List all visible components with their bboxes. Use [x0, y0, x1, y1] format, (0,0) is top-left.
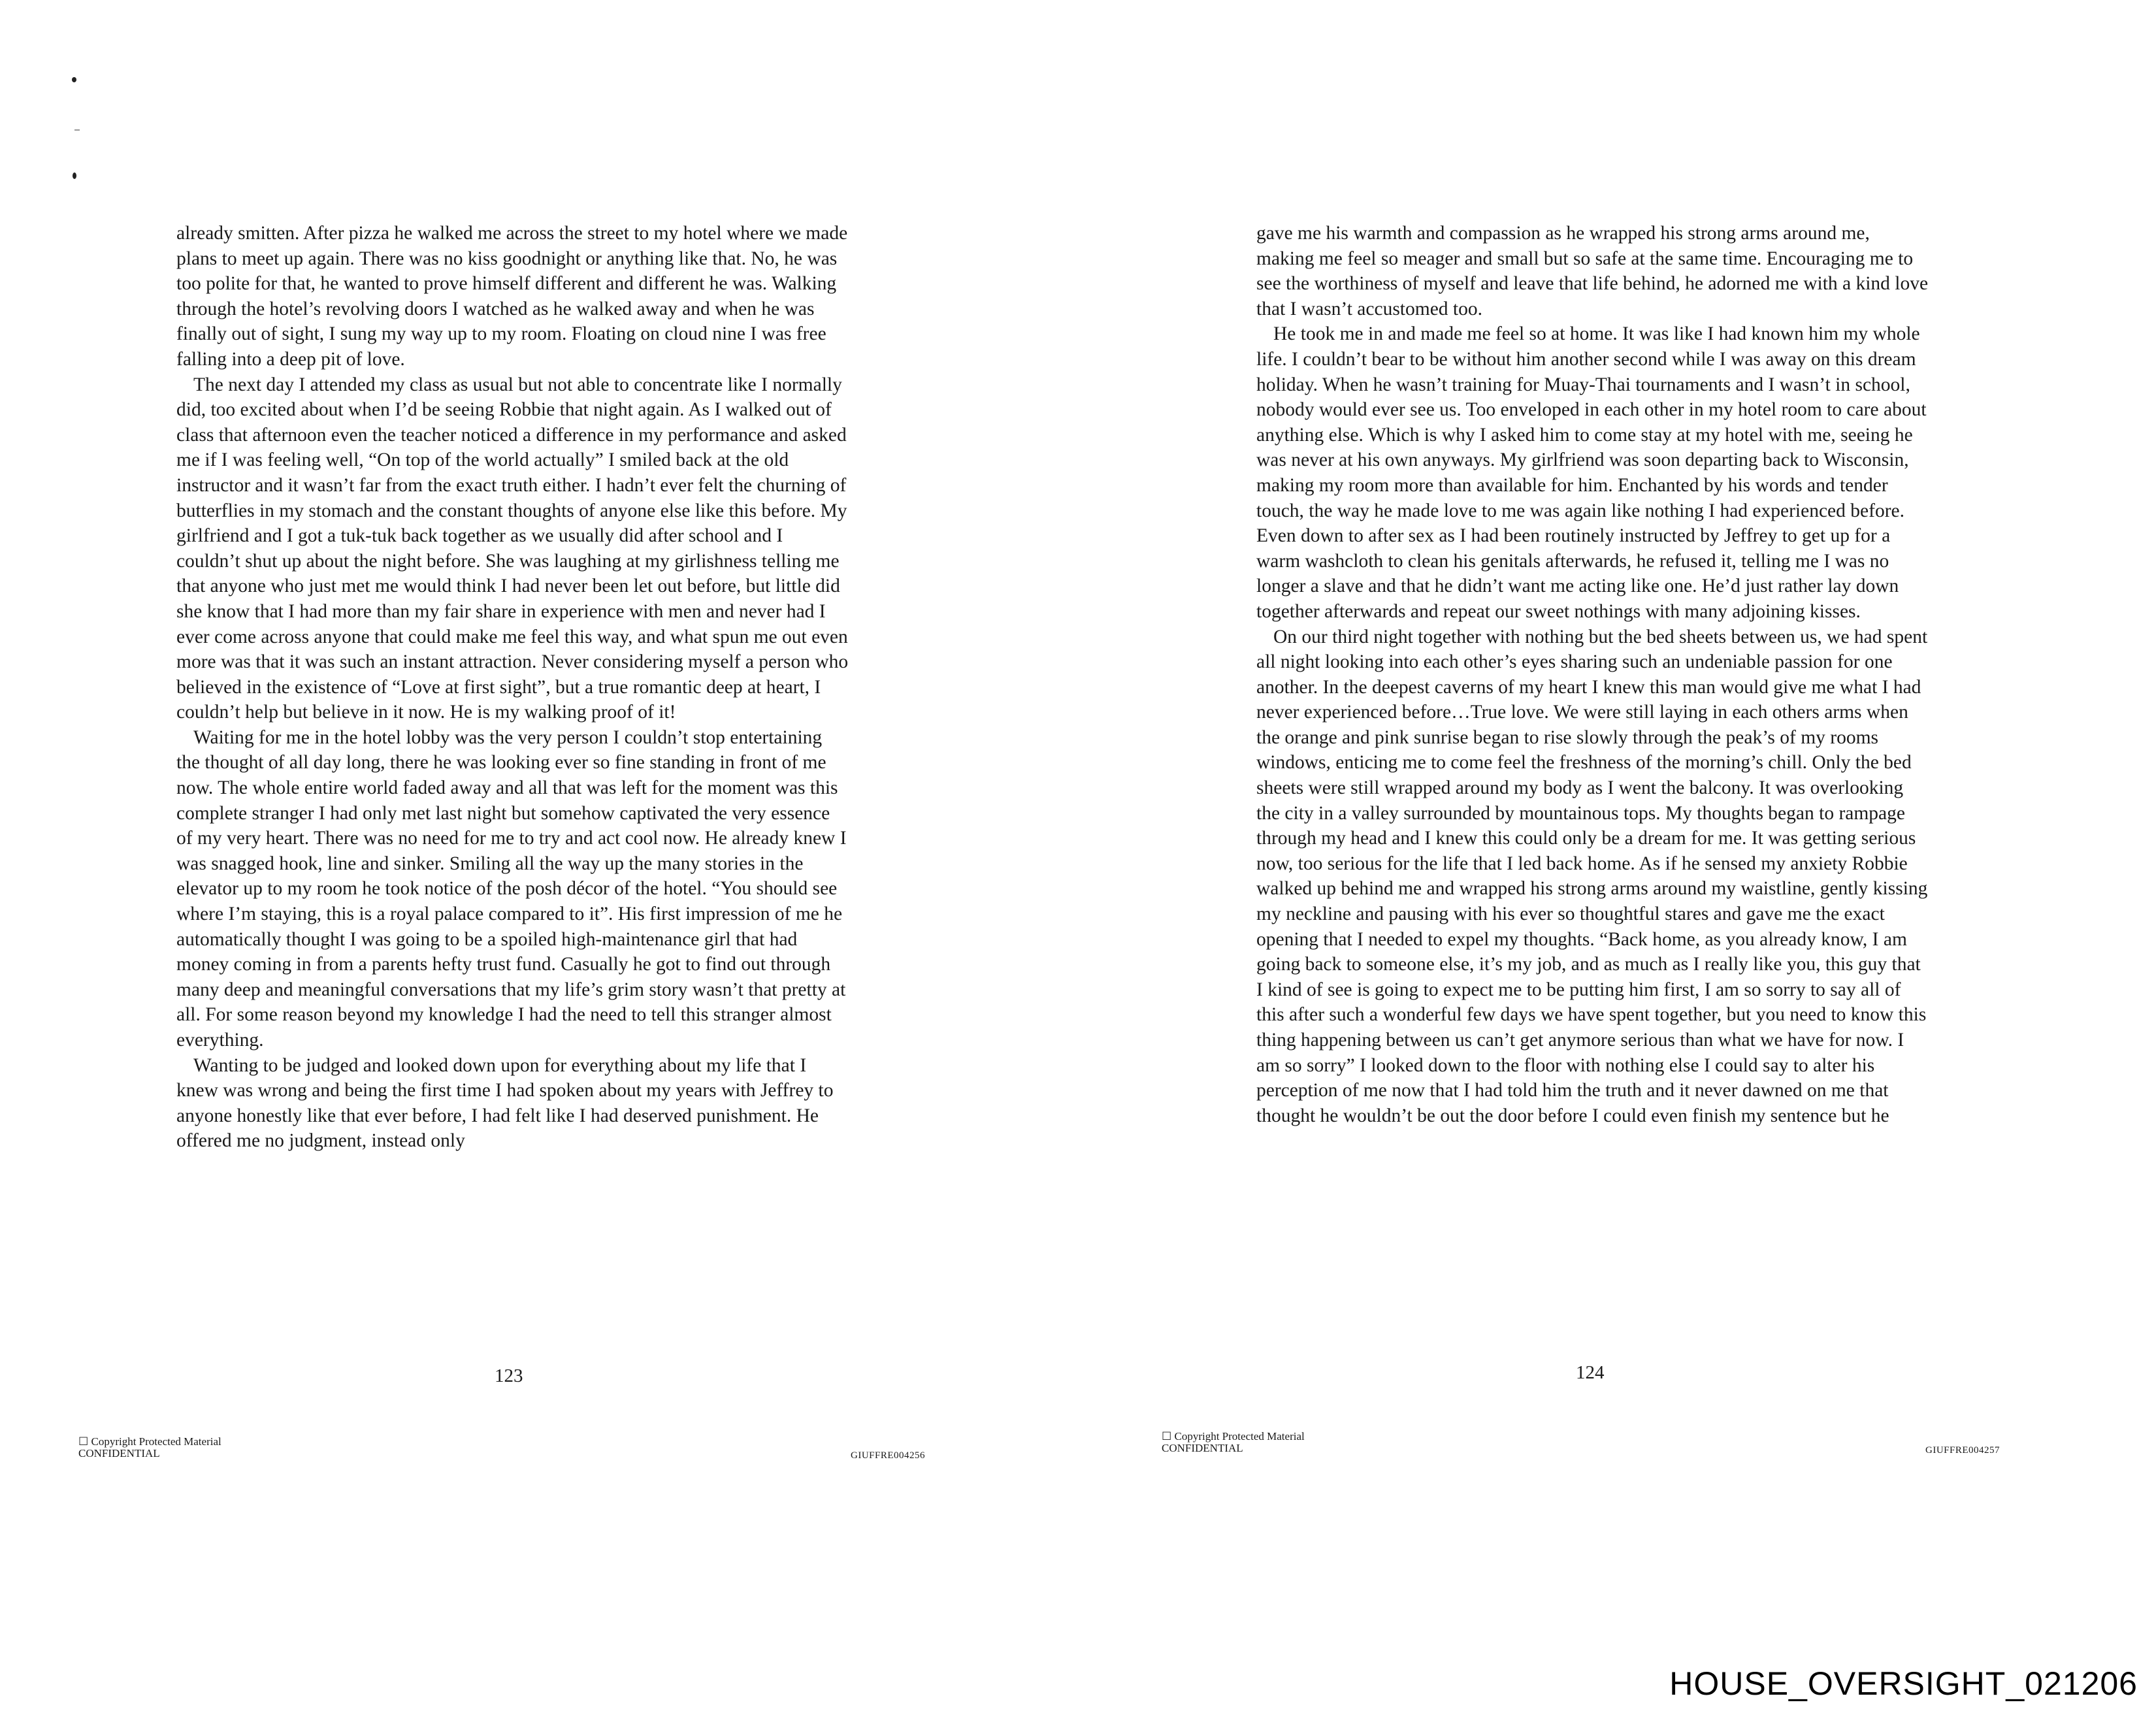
copyright-notice: [78, 1436, 221, 1459]
scan-mark-dot: [73, 172, 76, 179]
confidential-label: CONFIDENTIAL: [1162, 1442, 1243, 1454]
page-number: 123: [495, 1365, 523, 1386]
paragraph: On our third night together with nothing but the bed sheets between us, we had spent all night looking into each other’s eyes sharing such an undeniable passion for one another. In the deepest caverns of my heart I knew this man would give me what I had never experienced before…True love. We were still laying in each others arms when the orange and pink sunrise began to rise slowly through the peak’s of my rooms windows, enticing me to come feel the freshness of the morning’s chill. Only the bed sheets were still wrapped around my body as I went the balcony. It was overlooking the city in a valley surrounded by mountainous tops. My thoughts began to rampage through my head and I knew this could only be a dream for me. It was getting serious now, too serious for the life that I led back home. As if he sensed my anxiety Robbie walked up behind me and wrapped his strong arms around my waistline, gently kissing my neckline and pausing with his ever so thoughtful stares and gave me the exact opening that I needed to expel my thoughts. “Back home, as you already know, I am going back to someone else, it’s my job, and as much as I really like you, this guy that I kind of see is going to expect me to be putting him first, I am so sorry to say all of this after such a wonderful few days we have spent together, but you need to know this thing happening between us can’t get anymore serious than what we have for now. I am so sorry” I looked down to the floor with nothing else I could say to alter his perception of me now that I had told him the truth and it never dawned on me that thought he wouldn’t be out the door before I could even finish my sentence but he: [1256, 626, 1928, 1126]
confidential-label: CONFIDENTIAL: [78, 1447, 160, 1459]
left-page-body: [176, 221, 849, 1154]
bates-number: GIUFFRE004257: [1925, 1445, 2001, 1456]
scan-mark-dash: [74, 129, 80, 131]
bates-number: GIUFFRE004256: [851, 1450, 926, 1461]
paragraph: Waiting for me in the hotel lobby was the very person I couldn’t stop entertaining the thought of all day long, there he was looking ever so fine standing in front of me now. The whole entire world faded away and all that was left for the moment was this complete stranger I had only met last night but somehow captivated the very essence of my very heart. There was no need for me to try and act cool now. He already knew I was snagged hook, line and sinker. Smiling all the way up the many stories in the elevator up to my room he took notice of the posh décor of the hotel. “You should see where I’m staying, this is a royal palace compared to it”. His first impression of me he automatically thought I was going to be a spoiled high-maintenance girl that had money coming in from a parents hefty trust fund. Casually he got to find out through many deep and meaningful conversations that my life’s grim story wasn’t that pretty at all. For some reason beyond my knowledge I had the need to tell this stranger almost everything.: [176, 726, 847, 1051]
copyright-label: ☐ Copyright Protected Material: [78, 1435, 221, 1448]
paragraph: The next day I attended my class as usual but not able to concentrate like I normally did, too excited about when I’d be seeing Robbie that night again. As I walked out of class that afternoon even the teacher noticed a difference in my performance and asked me if I was feeling well, “On top of the world actually” I smiled back at the old instructor and it wasn’t far from the exact truth either. I hadn’t ever felt the churning of butterflies in my stomach and the constant thoughts of anyone else like this before. My girlfriend and I got a tuk-tuk back together as we usually did after school and I couldn’t shut up about the night before. She was laughing at my girlishness telling me that anyone who just met me would think I had never been let out before, but little did she know that I had more than my fair share in experience with men and never had I ever come across anyone that could make me feel this way, and what spun me out even more was that it was such an instant attraction. Never considering myself a person who believed in the existence of “Love at first sight”, but a true romantic deep at heart, I couldn’t help but believe in it now. He is my walking proof of it!: [176, 374, 849, 723]
paragraph: gave me his warmth and compassion as he wrapped his strong arms around me, making me feel so meager and small but so safe at the same time. Encouraging me to see the worthiness of myself and leave that life behind, he adorned me with a kind love that I wasn’t accustomed too.: [1256, 223, 1929, 319]
paragraph: He took me in and made me feel so at home. It was like I had known him my whole life. I couldn’t bear to be without him another second while I was away on this dream holiday. When he wasn’t training for Muay-Thai tournaments and I wasn’t in school, nobody would ever see us. Too enveloped in each other in my hotel room to care about anything else. Which is why I asked him to come stay at my hotel with me, seeing he was never at his own anyways. My girlfriend was soon departing back to Wisconsin, making my room more than available for him. Enchanted by his words and tender touch, the way he made love to me was again like nothing I had experienced before. Even down to after sex as I had been routinely instructed by Jeffrey to get up for a warm washcloth to clean his genitals afterwards, he refused it, telling me I was no longer a slave and that he didn’t want me acting like one. He’d just rather lay down together afterwards and repeat our sweet nothings with many adjoining kisses.: [1256, 323, 1927, 622]
paragraph: Wanting to be judged and looked down upon for everything about my life that I knew was wrong and being the first time I had spoken about my years with Jeffrey to anyone honestly like that ever before, I had felt like I had deserved punishment. He offered me no judgment, instead only: [176, 1054, 834, 1152]
scan-mark-dot: [72, 77, 76, 82]
paragraph: already smitten. After pizza he walked me across the street to my hotel where we made plans to meet up again. There was no kiss goodnight or anything like that. No, he was too polite for that, he wanted to prove himself different and different he was. Walking through the hotel’s revolving doors I watched as he walked away and when he was finally out of sight, I sung my way up to my room. Floating on cloud nine I was free falling into a deep pit of love.: [176, 223, 848, 370]
right-page-body: [1256, 221, 1929, 1128]
copyright-label: ☐ Copyright Protected Material: [1162, 1430, 1305, 1442]
page-number: 124: [1576, 1362, 1605, 1383]
document-stamp: HOUSE_OVERSIGHT_021206: [1669, 1665, 2138, 1702]
copyright-notice: [1162, 1431, 1305, 1454]
